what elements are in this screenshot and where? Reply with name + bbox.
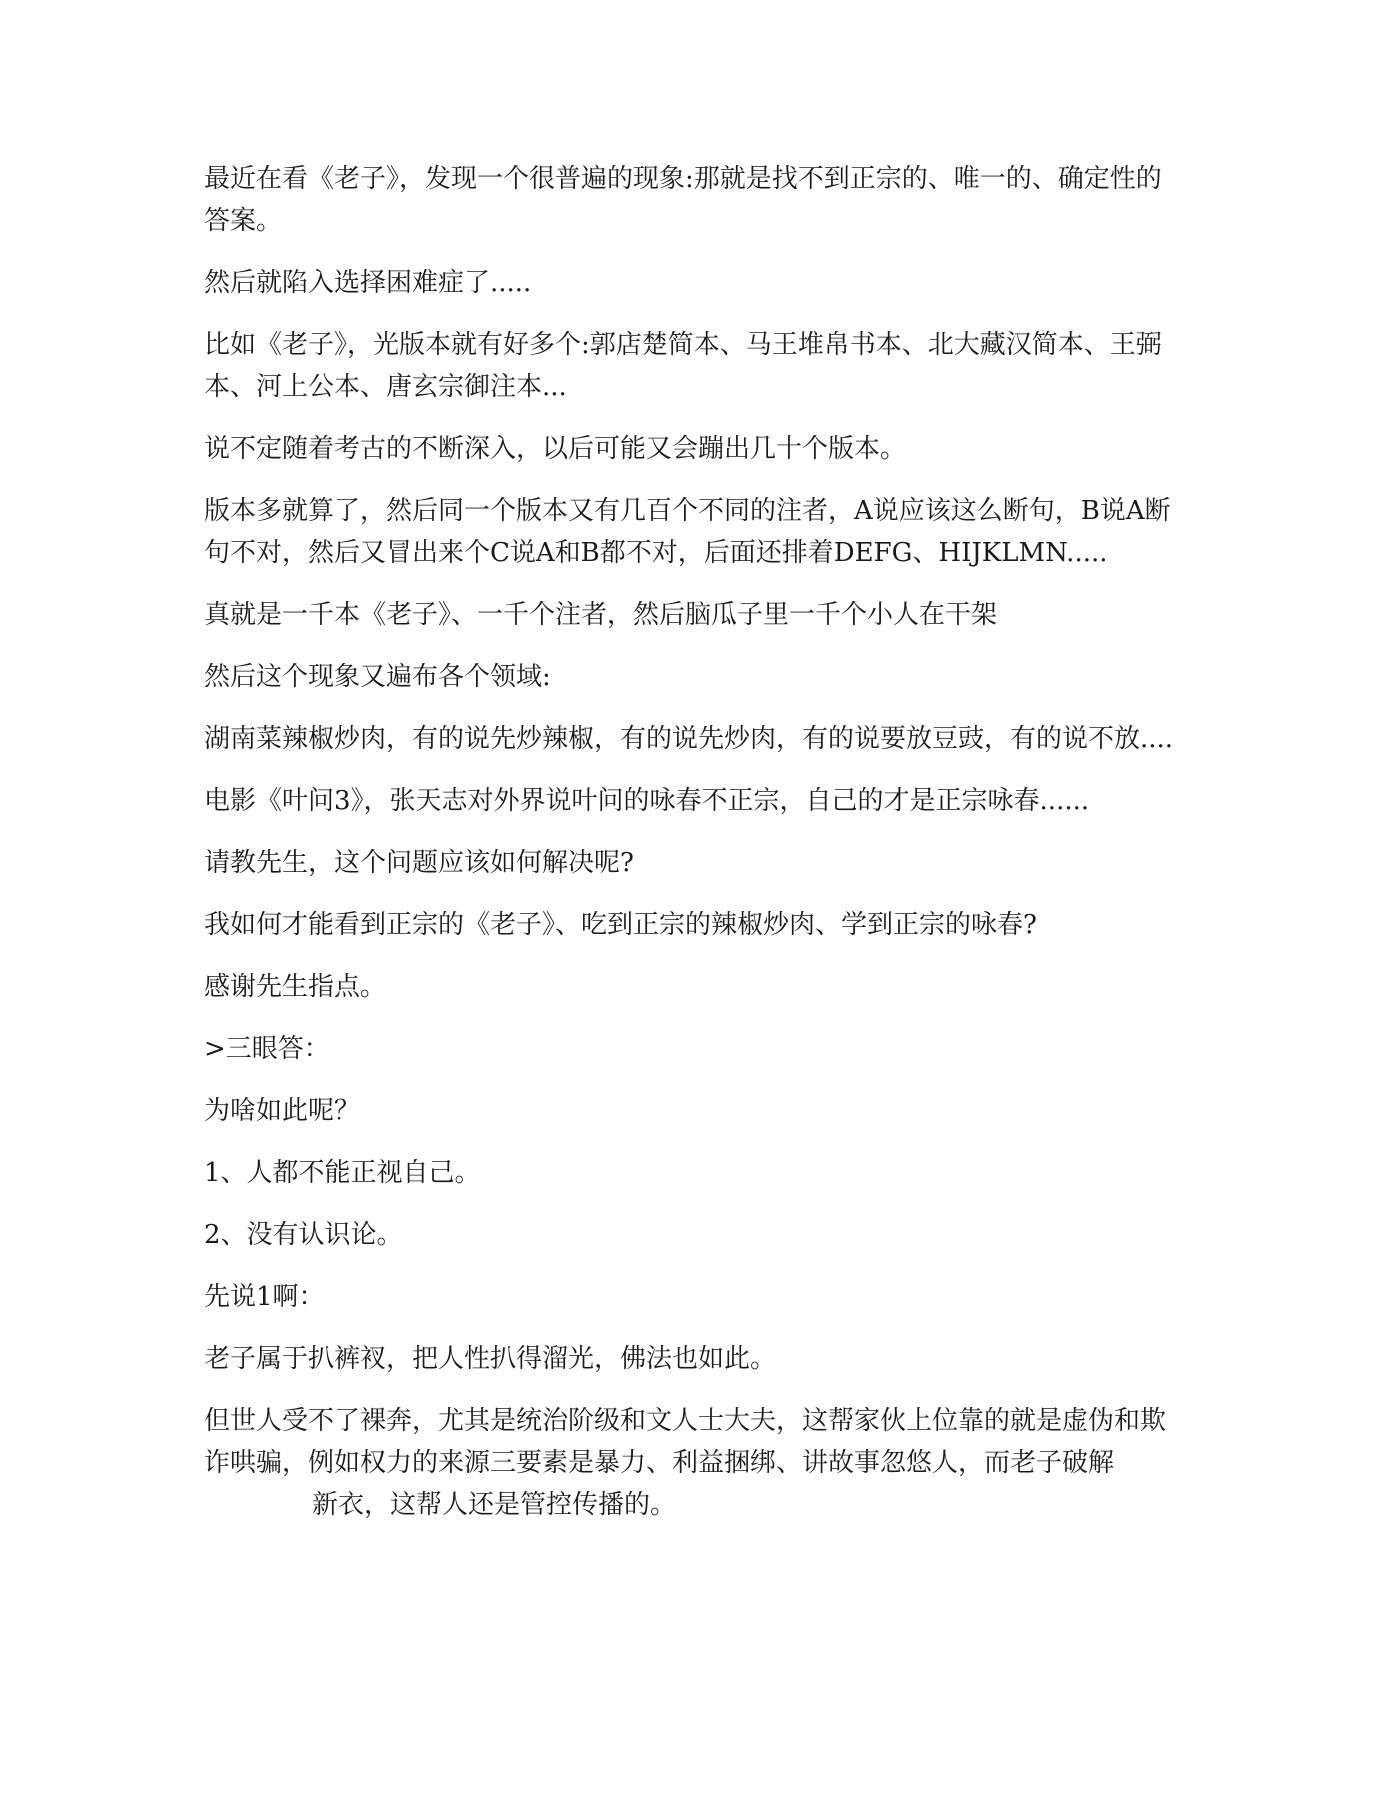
paragraph: 然后这个现象又遍布各个领域: bbox=[204, 662, 551, 692]
paragraph: 比如《老子》，光版本就有好多个:郭店楚简本、马王堆帛书本、北大藏汉简本、王弼本、河上公本、唐玄宗御注本... bbox=[204, 330, 1162, 402]
paragraph: 为啥如此呢？ bbox=[204, 1096, 361, 1126]
paragraph: 版本多就算了，然后同一个版本又有几百个不同的注者，A说应该这么断句，B说A断句不对，然后又冒出来个C说A和B都不对，后面还排着DEFG、HIJKLMN..... bbox=[204, 496, 1171, 568]
paragraph: 老子属于扒裤衩，把人性扒得溜光，佛法也如此。 bbox=[204, 1344, 777, 1374]
document-body bbox=[204, 158, 1179, 1546]
paragraph: 我如何才能看到正宗的《老子》、吃到正宗的辣椒炒肉、学到正宗的咏春? bbox=[204, 910, 1037, 940]
paragraph-last-continuation: 新衣，这帮人还是管控传播的。 bbox=[312, 1490, 677, 1520]
paragraph: 电影《叶问3》，张天志对外界说叶问的咏春不正宗，自己的才是正宗咏春...... bbox=[204, 786, 1090, 816]
paragraph-last-main: 但世人受不了裸奔，尤其是统治阶级和文人士大夫，这帮家伙上位靠的就是虚伪和欺诈哄骗，例如权力的来源三要素是暴力、利益捆绑、讲故事忽悠人，而老子破解 bbox=[204, 1406, 1167, 1478]
list-item: 1、人都不能正视自己。 bbox=[204, 1158, 481, 1188]
answer-heading: >三眼答： bbox=[204, 1034, 330, 1064]
paragraph: 说不定随着考古的不断深入，以后可能又会蹦出几十个版本。 bbox=[204, 434, 907, 464]
list-item: 2、没有认识论。 bbox=[204, 1220, 403, 1250]
paragraph: 感谢先生指点。 bbox=[204, 972, 387, 1002]
paragraph: 然后就陷入选择困难症了..... bbox=[204, 268, 532, 298]
paragraph: 湖南菜辣椒炒肉，有的说先炒辣椒，有的说先炒肉，有的说要放豆豉，有的说不放.... bbox=[204, 724, 1174, 754]
paragraph-last bbox=[204, 1400, 1179, 1526]
paragraph: 最近在看《老子》，发现一个很普遍的现象:那就是找不到正宗的、唯一的、确定性的答案。 bbox=[204, 164, 1162, 236]
paragraph: 真就是一千本《老子》、一千个注者，然后脑瓜子里一千个小人在干架 bbox=[204, 600, 998, 630]
paragraph: 请教先生，这个问题应该如何解决呢? bbox=[204, 848, 634, 878]
paragraph: 先说1啊： bbox=[204, 1282, 325, 1312]
